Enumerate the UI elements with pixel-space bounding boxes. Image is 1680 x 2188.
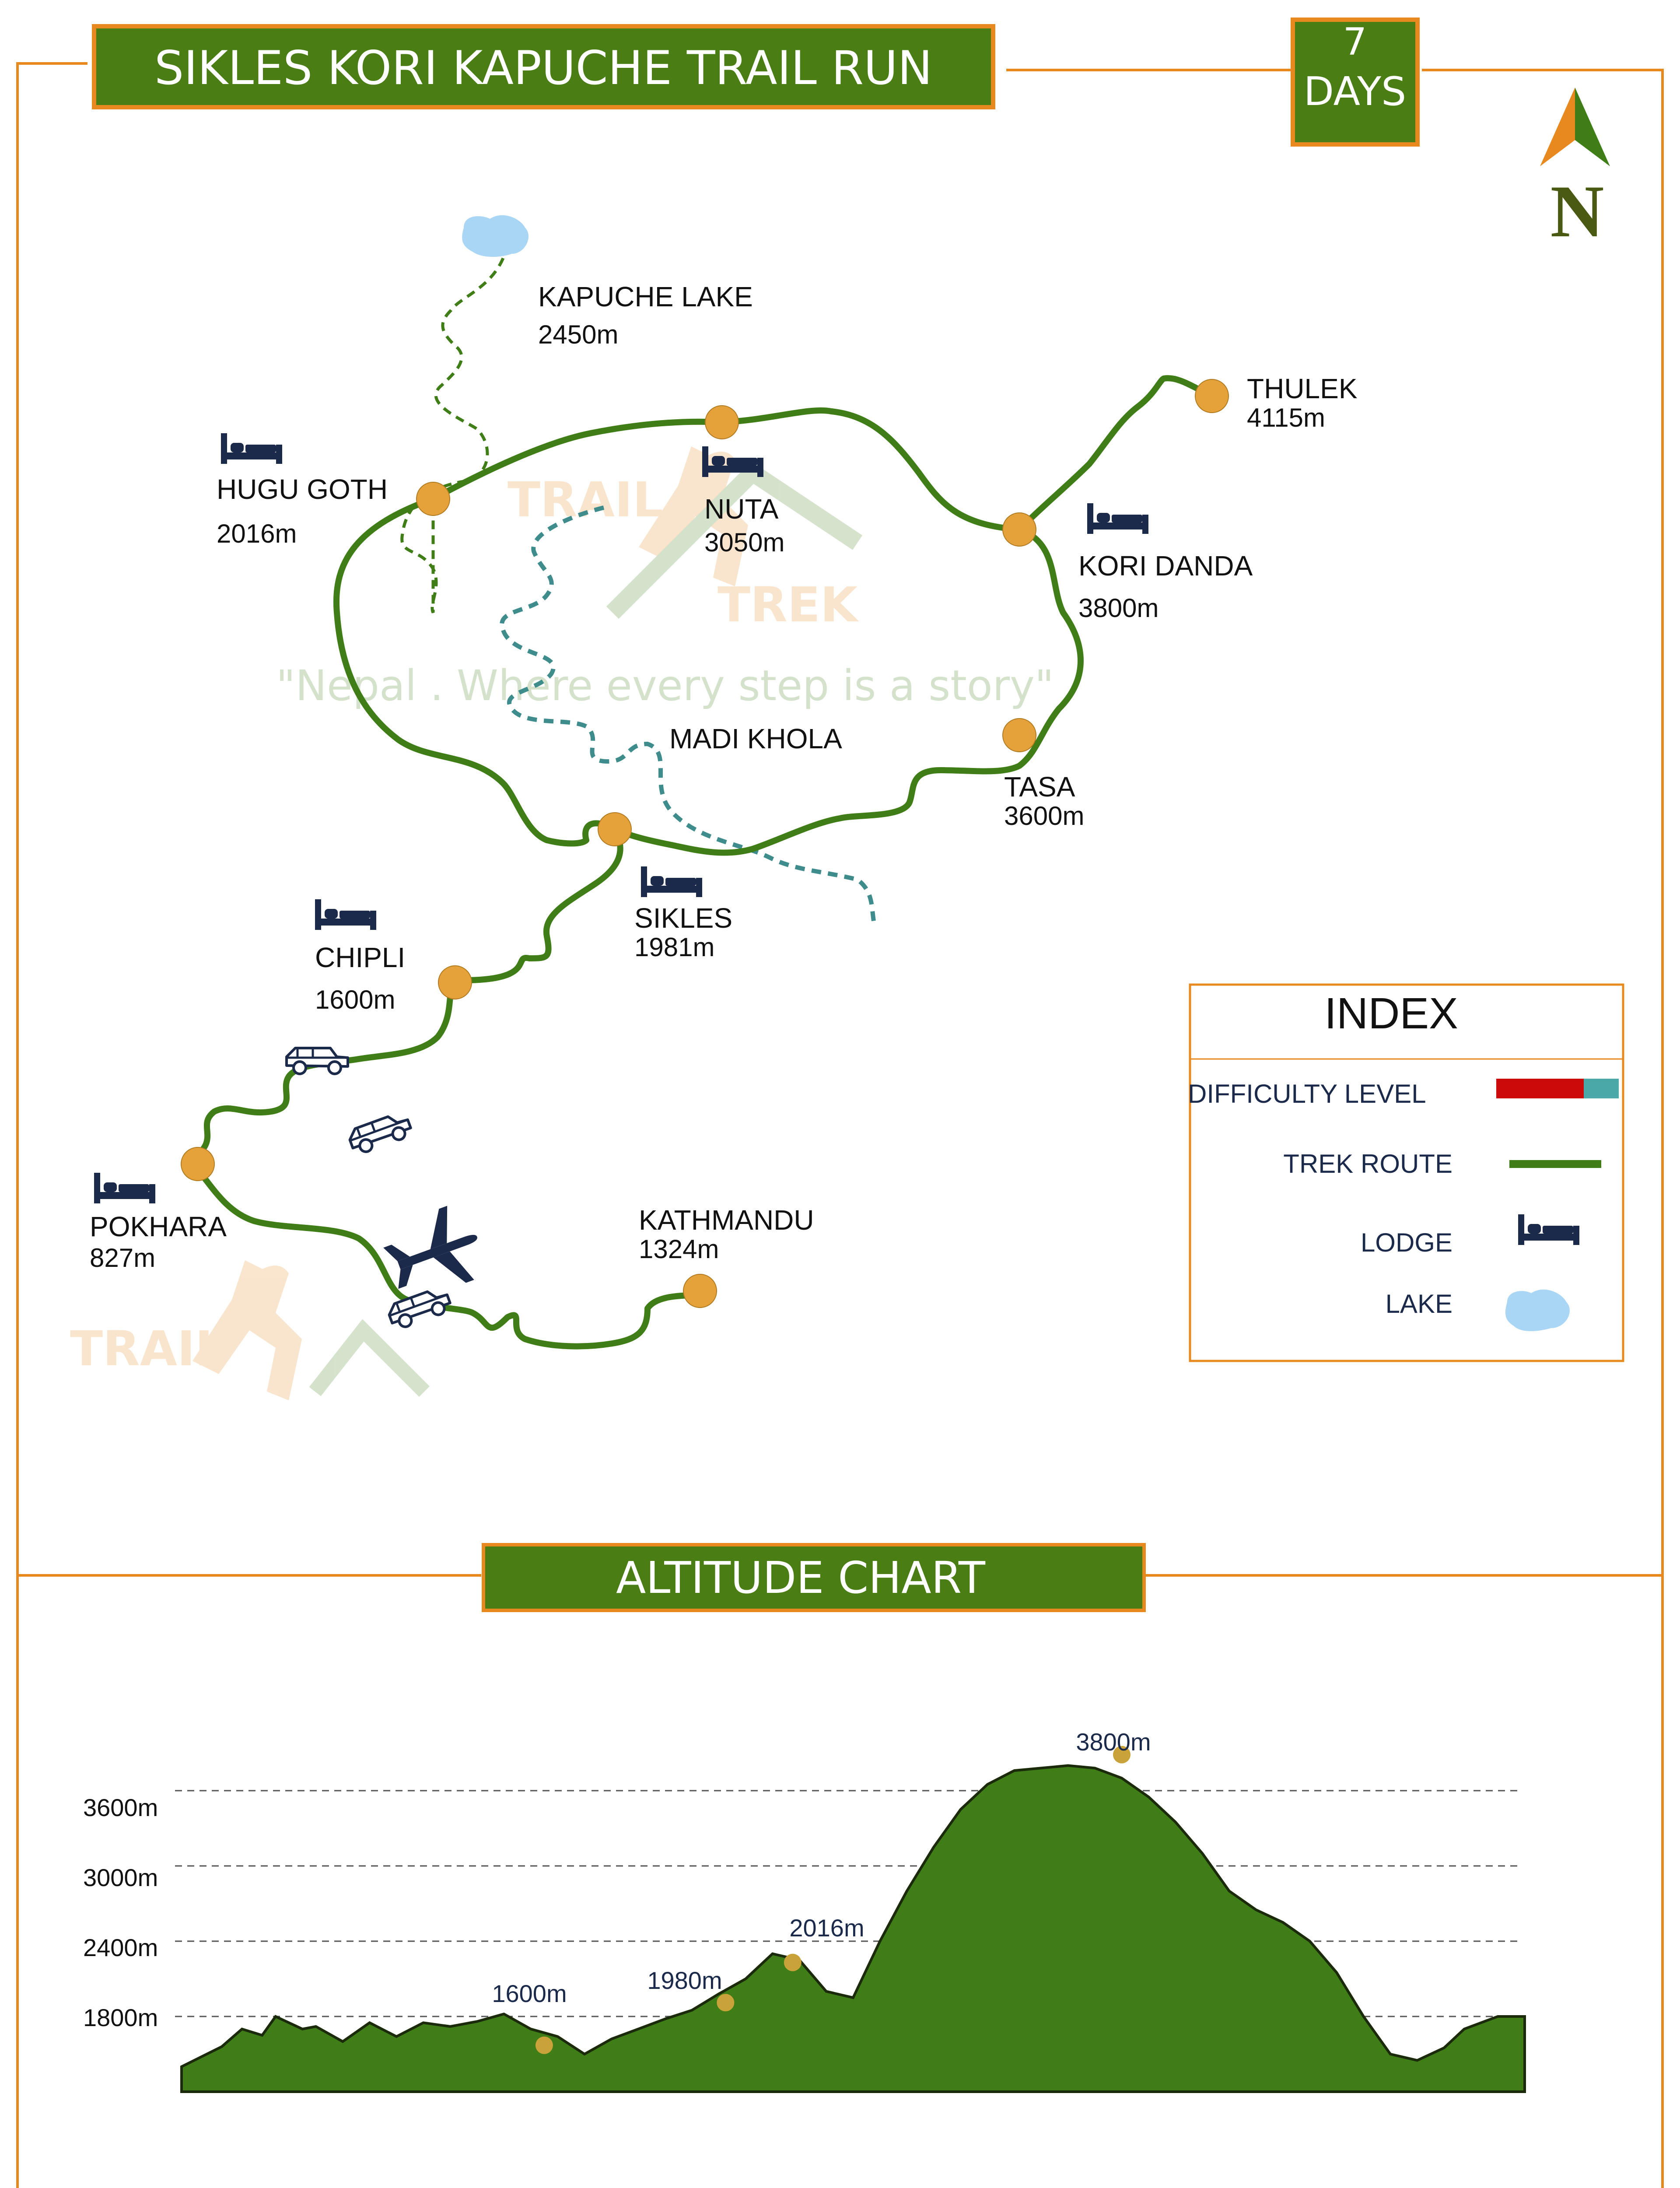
- bed-icon: [641, 866, 702, 897]
- alt-sikles: 1981m: [634, 933, 715, 962]
- label-thulek: THULEK: [1247, 373, 1358, 404]
- y-tick-3600: 3600m: [83, 1794, 158, 1821]
- altitude-chart-banner: [483, 1545, 1144, 1610]
- alt-kapuche-lake: 2450m: [538, 320, 619, 349]
- alt-pokhara: 827m: [90, 1243, 156, 1273]
- node-nuta: [705, 406, 738, 439]
- jeep-icon: [287, 1048, 348, 1074]
- kapuche-lake-icon: [462, 215, 528, 257]
- alt-tasa: 3600m: [1004, 801, 1085, 831]
- lake-icon: [1505, 1290, 1570, 1331]
- label-tasa: TASA: [1004, 771, 1075, 803]
- difficulty-bar-icon: [1496, 1079, 1584, 1098]
- node-thulek: [1195, 379, 1228, 413]
- watermark-tagline: "Nepal . Where every step is a story": [276, 661, 1054, 710]
- label-hugu-goth: HUGU GOTH: [217, 473, 388, 505]
- peak-marker-1600m: [536, 2037, 553, 2054]
- watermark-brand-top: TRAIL: [508, 472, 663, 528]
- alt-thulek: 4115m: [1247, 403, 1326, 432]
- node-pokhara: [181, 1147, 214, 1181]
- brand-watermark-small: [70, 1260, 424, 1400]
- label-chipli: CHIPLI: [315, 942, 406, 973]
- title-banner: [94, 26, 993, 107]
- watermark-brand-bottom: TREK: [718, 577, 858, 633]
- node-chipli: [438, 966, 472, 999]
- node-sikles: [598, 813, 631, 846]
- peak-label-1600: 1600m: [492, 1980, 567, 2007]
- peak-label-3800: 3800m: [1076, 1728, 1151, 1756]
- alt-kori-danda: 3800m: [1078, 593, 1159, 623]
- alt-chipli: 1600m: [315, 985, 396, 1014]
- y-tick-2400: 2400m: [83, 1934, 158, 1961]
- label-kapuche-lake: KAPUCHE LAKE: [538, 281, 753, 312]
- label-pokhara: POKHARA: [90, 1211, 227, 1242]
- peak-label-1980: 1980m: [647, 1967, 722, 1994]
- legend-label-route: TREK ROUTE: [1283, 1149, 1452, 1178]
- label-kori-danda: KORI DANDA: [1078, 550, 1253, 582]
- duration-unit: DAYS: [1303, 69, 1407, 115]
- node-hugu-goth: [416, 482, 450, 515]
- madi-khola-river: [502, 508, 875, 928]
- label-madi-khola: MADI KHOLA: [669, 723, 842, 754]
- alt-hugu-goth: 2016m: [217, 519, 297, 548]
- label-sikles: SIKLES: [634, 902, 733, 934]
- node-kori-danda: [1003, 513, 1036, 546]
- bed-icon: [1087, 503, 1148, 534]
- duration-number: 7: [1343, 20, 1367, 64]
- svg-text:TRAIL: TRAIL: [70, 1321, 226, 1377]
- node-tasa: [1003, 719, 1036, 752]
- node-kathmandu: [683, 1274, 717, 1308]
- compass-label: N: [1550, 170, 1604, 252]
- altitude-chart: [83, 1728, 1525, 2092]
- altitude-chart-title: ALTITUDE CHART: [616, 1552, 985, 1603]
- y-tick-1800: 1800m: [83, 2004, 158, 2031]
- bed-icon: [94, 1173, 155, 1203]
- brand-watermark: [276, 446, 1054, 710]
- peak-label-2016: 2016m: [789, 1914, 864, 1942]
- alt-nuta: 3050m: [704, 528, 785, 557]
- jeep-icon: [347, 1111, 413, 1156]
- peak-marker-2016m: [784, 1954, 802, 1971]
- y-tick-3000: 3000m: [83, 1864, 158, 1891]
- bed-icon: [315, 899, 376, 930]
- duration-badge: [1293, 20, 1418, 144]
- kapuche-side-trail: [402, 258, 503, 613]
- page-title: SIKLES KORI KAPUCHE TRAIL RUN: [154, 41, 933, 95]
- peak-marker-1980m: [717, 1994, 734, 2011]
- alt-kathmandu: 1324m: [639, 1234, 719, 1264]
- bed-icon: [221, 433, 282, 464]
- north-arrow-icon: [1540, 88, 1610, 252]
- legend-label-difficulty: DIFFICULTY LEVEL: [1188, 1079, 1426, 1108]
- label-nuta: NUTA: [704, 493, 779, 525]
- legend-label-lake: LAKE: [1385, 1289, 1452, 1318]
- legend-title: INDEX: [1324, 989, 1458, 1038]
- legend-label-lodge: LODGE: [1360, 1228, 1452, 1257]
- label-kathmandu: KATHMANDU: [639, 1204, 814, 1236]
- legend-box: [1188, 985, 1623, 1361]
